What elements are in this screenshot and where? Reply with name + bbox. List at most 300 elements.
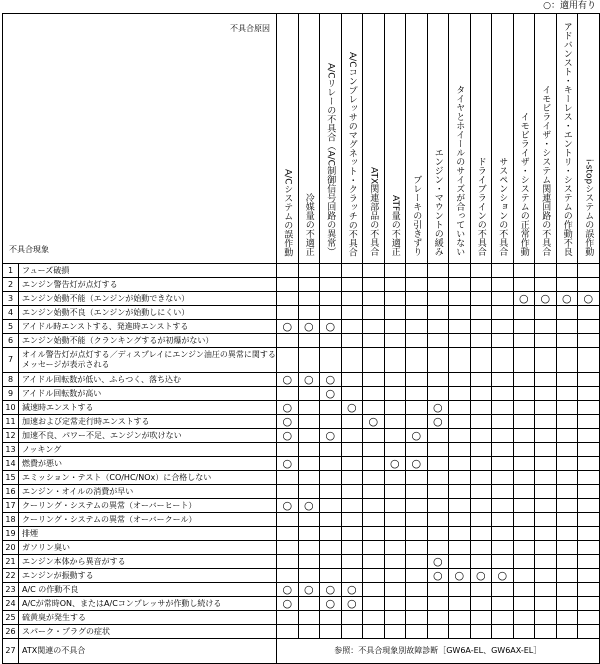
mark-cell <box>449 625 471 639</box>
mark-cell <box>535 373 557 387</box>
mark-cell <box>492 320 514 334</box>
table-row <box>3 415 600 429</box>
mark-cell <box>492 583 514 597</box>
mark-cell <box>492 387 514 401</box>
mark-cell <box>556 625 578 639</box>
mark-cell: ○ <box>363 415 385 429</box>
mark-cell <box>535 334 557 348</box>
mark-cell <box>513 527 535 541</box>
mark-cell <box>341 373 363 387</box>
cause-label: ATF量の不適正 <box>389 194 400 256</box>
cause-label: サスペンションの不具合 <box>497 157 508 256</box>
mark-cell <box>406 443 428 457</box>
mark-cell <box>470 597 492 611</box>
mark-cell <box>449 264 471 278</box>
mark-cell <box>449 457 471 471</box>
mark-cell: ○ <box>427 569 449 583</box>
mark-cell <box>406 611 428 625</box>
mark-cell <box>556 429 578 443</box>
symptom-cell: 燃費が悪い <box>19 457 277 471</box>
symptom-cell: スパーク・プラグの症状 <box>19 625 277 639</box>
mark-cell <box>363 583 385 597</box>
mark-cell <box>556 334 578 348</box>
mark-cell <box>556 555 578 569</box>
cause-column-header <box>363 14 385 264</box>
mark-cell <box>449 485 471 499</box>
mark-cell: ○ <box>320 320 342 334</box>
mark-cell <box>277 264 299 278</box>
mark-cell <box>470 264 492 278</box>
mark-cell <box>363 527 385 541</box>
mark-cell <box>556 527 578 541</box>
mark-cell <box>406 485 428 499</box>
mark-cell: ○ <box>277 415 299 429</box>
symptom-cell: エンジン始動不能（クランキングするが初爆がない） <box>19 334 277 348</box>
symptom-header-label: 不具合現象 <box>9 245 49 254</box>
mark-cell <box>363 320 385 334</box>
mark-cell <box>492 443 514 457</box>
row-number: 14 <box>3 457 19 471</box>
table-row <box>3 264 600 278</box>
mark-cell <box>384 527 406 541</box>
cause-label: タイヤとホイールのサイズが合っていない <box>454 85 465 256</box>
mark-cell <box>320 415 342 429</box>
mark-cell <box>298 555 320 569</box>
mark-cell <box>427 611 449 625</box>
mark-cell <box>363 513 385 527</box>
mark-cell <box>556 485 578 499</box>
mark-cell <box>363 485 385 499</box>
mark-cell <box>578 471 600 485</box>
mark-cell <box>427 264 449 278</box>
row-number: 20 <box>3 541 19 555</box>
mark-cell <box>363 306 385 320</box>
mark-cell: ○ <box>341 583 363 597</box>
mark-cell <box>320 306 342 320</box>
mark-cell <box>320 527 342 541</box>
mark-cell <box>470 527 492 541</box>
mark-cell <box>406 541 428 555</box>
mark-cell <box>341 387 363 401</box>
mark-cell <box>427 292 449 306</box>
mark-cell <box>578 334 600 348</box>
mark-cell <box>384 625 406 639</box>
mark-cell <box>556 569 578 583</box>
mark-cell <box>556 401 578 415</box>
mark-cell <box>363 541 385 555</box>
row-number: 3 <box>3 292 19 306</box>
mark-cell <box>513 429 535 443</box>
mark-cell <box>492 278 514 292</box>
cause-label: エンジン・マウントの緩み <box>432 148 443 256</box>
mark-cell <box>578 527 600 541</box>
table-row <box>3 499 600 513</box>
cause-column-header <box>384 14 406 264</box>
mark-cell <box>449 334 471 348</box>
mark-cell <box>578 541 600 555</box>
mark-cell <box>277 471 299 485</box>
mark-cell <box>406 278 428 292</box>
row-number: 26 <box>3 625 19 639</box>
mark-cell <box>578 499 600 513</box>
mark-cell <box>341 485 363 499</box>
mark-cell <box>341 457 363 471</box>
mark-cell <box>320 471 342 485</box>
table-row <box>3 625 600 639</box>
cause-label: ブレーキの引きずり <box>411 175 422 256</box>
mark-cell <box>578 597 600 611</box>
mark-cell <box>492 541 514 555</box>
table-row <box>3 429 600 443</box>
mark-cell <box>341 471 363 485</box>
mark-cell <box>384 443 406 457</box>
table-row <box>3 583 600 597</box>
mark-cell <box>513 583 535 597</box>
mark-cell <box>513 611 535 625</box>
cause-label: 冷媒量の不適正 <box>303 193 314 256</box>
mark-cell <box>492 597 514 611</box>
mark-cell <box>470 278 492 292</box>
mark-cell <box>492 499 514 513</box>
mark-cell <box>556 415 578 429</box>
cause-column-header <box>470 14 492 264</box>
mark-cell <box>492 401 514 415</box>
mark-cell <box>556 348 578 373</box>
mark-cell <box>341 625 363 639</box>
cause-label: イモビライザ・システムの正常作動 <box>518 112 529 256</box>
mark-cell <box>341 443 363 457</box>
row-number: 23 <box>3 583 19 597</box>
mark-cell <box>535 597 557 611</box>
mark-cell <box>384 611 406 625</box>
mark-cell <box>513 499 535 513</box>
row-number: 15 <box>3 471 19 485</box>
mark-cell: ○ <box>427 555 449 569</box>
mark-cell <box>384 320 406 334</box>
symptom-cell: クーリング・システムの異常（オーバークール） <box>19 513 277 527</box>
mark-cell <box>449 387 471 401</box>
cause-column-header <box>535 14 557 264</box>
row-number: 7 <box>3 348 19 373</box>
legend: ○：適用有り <box>543 1 596 11</box>
mark-cell <box>277 527 299 541</box>
mark-cell <box>320 401 342 415</box>
mark-cell <box>513 625 535 639</box>
mark-cell <box>341 264 363 278</box>
mark-cell: ○ <box>298 320 320 334</box>
symptom-cell: オイル警告灯が点灯する／ディスプレイにエンジン油圧の異常に関するメッセージが表示される <box>19 348 277 373</box>
mark-cell <box>556 541 578 555</box>
mark-cell <box>449 611 471 625</box>
mark-cell <box>427 306 449 320</box>
mark-cell <box>384 387 406 401</box>
mark-cell <box>341 569 363 583</box>
table-row <box>3 401 600 415</box>
table-row <box>3 555 600 569</box>
mark-cell <box>341 320 363 334</box>
mark-cell <box>578 387 600 401</box>
cause-column-header <box>556 14 578 264</box>
mark-cell: ○ <box>298 583 320 597</box>
mark-cell <box>341 499 363 513</box>
row-number: 25 <box>3 611 19 625</box>
mark-cell <box>277 443 299 457</box>
symptom-cell: 加速不良、パワー不足、エンジンが吹けない <box>19 429 277 443</box>
mark-cell <box>470 306 492 320</box>
mark-cell <box>556 583 578 597</box>
mark-cell <box>449 292 471 306</box>
mark-cell <box>470 541 492 555</box>
mark-cell <box>298 527 320 541</box>
mark-cell <box>449 583 471 597</box>
symptom-cell: エンジン本体から異音がする <box>19 555 277 569</box>
mark-cell <box>513 401 535 415</box>
mark-cell <box>492 415 514 429</box>
symptom-cell: エンジン始動不能（エンジンが始動できない） <box>19 292 277 306</box>
symptom-cell: クーリング・システムの異常（オーバーヒート） <box>19 499 277 513</box>
mark-cell <box>492 485 514 499</box>
table-row <box>3 334 600 348</box>
row-number: 17 <box>3 499 19 513</box>
mark-cell <box>578 320 600 334</box>
mark-cell <box>320 292 342 306</box>
mark-cell <box>492 611 514 625</box>
mark-cell <box>513 513 535 527</box>
mark-cell <box>470 334 492 348</box>
mark-cell <box>513 373 535 387</box>
mark-cell <box>556 611 578 625</box>
mark-cell: ○ <box>277 457 299 471</box>
mark-cell: ○ <box>320 583 342 597</box>
mark-cell <box>470 485 492 499</box>
mark-cell <box>578 457 600 471</box>
mark-cell <box>384 597 406 611</box>
mark-cell <box>427 429 449 443</box>
symptom-cell: A/C の作動不良 <box>19 583 277 597</box>
mark-cell: ○ <box>277 583 299 597</box>
mark-cell <box>384 292 406 306</box>
mark-cell <box>406 625 428 639</box>
mark-cell <box>578 348 600 373</box>
mark-cell <box>513 471 535 485</box>
mark-cell <box>341 278 363 292</box>
mark-cell <box>298 401 320 415</box>
row-number: 4 <box>3 306 19 320</box>
mark-cell <box>320 334 342 348</box>
mark-cell <box>556 471 578 485</box>
symptom-cell: 加速および定常走行時エンストする <box>19 415 277 429</box>
mark-cell <box>535 387 557 401</box>
row-number: 21 <box>3 555 19 569</box>
row-number: 12 <box>3 429 19 443</box>
mark-cell <box>384 264 406 278</box>
mark-cell <box>277 278 299 292</box>
table-row <box>3 373 600 387</box>
mark-cell <box>341 306 363 320</box>
mark-cell <box>578 569 600 583</box>
mark-cell <box>535 555 557 569</box>
mark-cell <box>320 499 342 513</box>
mark-cell <box>277 306 299 320</box>
mark-cell <box>427 443 449 457</box>
symptom-cell: 排煙 <box>19 527 277 541</box>
symptom-cell: エンジン警告灯が点灯する <box>19 278 277 292</box>
cause-header-label: 不具合原因 <box>230 24 270 33</box>
mark-cell <box>535 611 557 625</box>
mark-cell <box>513 334 535 348</box>
mark-cell <box>449 541 471 555</box>
symptom-cell: ATX関連の不具合 <box>19 639 277 664</box>
mark-cell <box>427 625 449 639</box>
mark-cell <box>449 401 471 415</box>
mark-cell <box>320 348 342 373</box>
mark-cell <box>427 499 449 513</box>
mark-cell <box>470 499 492 513</box>
row-number: 2 <box>3 278 19 292</box>
table-row <box>3 485 600 499</box>
mark-cell <box>363 457 385 471</box>
mark-cell <box>320 569 342 583</box>
cause-column-header <box>578 14 600 264</box>
symptom-cell: エミッション・テスト（CO/HC/NOx）に合格しない <box>19 471 277 485</box>
mark-cell <box>298 264 320 278</box>
mark-cell <box>384 401 406 415</box>
mark-cell <box>470 583 492 597</box>
mark-cell <box>363 443 385 457</box>
mark-cell <box>492 513 514 527</box>
table-row <box>3 597 600 611</box>
mark-cell <box>492 457 514 471</box>
mark-cell <box>449 513 471 527</box>
mark-cell <box>492 527 514 541</box>
row-number: 9 <box>3 387 19 401</box>
mark-cell <box>535 429 557 443</box>
mark-cell: ○ <box>427 401 449 415</box>
mark-cell <box>427 320 449 334</box>
mark-cell <box>513 555 535 569</box>
mark-cell <box>298 485 320 499</box>
mark-cell <box>513 278 535 292</box>
mark-cell <box>470 625 492 639</box>
cause-label: ドライブラインの不具合 <box>475 157 486 256</box>
mark-cell <box>277 569 299 583</box>
table-row <box>3 639 600 664</box>
mark-cell <box>363 348 385 373</box>
mark-cell <box>298 443 320 457</box>
mark-cell <box>320 555 342 569</box>
mark-cell <box>578 401 600 415</box>
mark-cell <box>513 264 535 278</box>
row-number: 5 <box>3 320 19 334</box>
row-number: 18 <box>3 513 19 527</box>
mark-cell: ○ <box>320 597 342 611</box>
mark-cell: ○ <box>513 292 535 306</box>
mark-cell <box>406 348 428 373</box>
mark-cell <box>406 555 428 569</box>
mark-cell <box>513 485 535 499</box>
row-number: 24 <box>3 597 19 611</box>
row-number: 1 <box>3 264 19 278</box>
symptom-cell: エンジン・オイルの消費が早い <box>19 485 277 499</box>
diagnosis-table <box>2 13 600 664</box>
mark-cell <box>535 583 557 597</box>
mark-cell <box>535 348 557 373</box>
cause-label: A/Cシステムの誤作動 <box>282 168 293 256</box>
mark-cell: ○ <box>320 387 342 401</box>
mark-cell <box>320 457 342 471</box>
mark-cell: ○ <box>277 499 299 513</box>
mark-cell <box>578 485 600 499</box>
mark-cell <box>449 348 471 373</box>
mark-cell <box>363 569 385 583</box>
symptom-cell: エンジン始動不良（エンジンが始動しにくい） <box>19 306 277 320</box>
mark-cell <box>427 583 449 597</box>
mark-cell <box>449 306 471 320</box>
mark-cell <box>298 278 320 292</box>
mark-cell: ○ <box>470 569 492 583</box>
mark-cell <box>384 471 406 485</box>
mark-cell <box>320 513 342 527</box>
mark-cell <box>470 373 492 387</box>
mark-cell <box>492 625 514 639</box>
mark-cell <box>427 334 449 348</box>
mark-cell <box>384 373 406 387</box>
mark-cell <box>470 471 492 485</box>
mark-cell <box>363 429 385 443</box>
mark-cell <box>449 429 471 443</box>
mark-cell <box>556 513 578 527</box>
mark-cell <box>277 611 299 625</box>
symptom-cell: 減速時エンストする <box>19 401 277 415</box>
mark-cell <box>298 457 320 471</box>
cause-column-header <box>406 14 428 264</box>
header-row <box>3 14 600 264</box>
mark-cell <box>470 387 492 401</box>
mark-cell <box>277 485 299 499</box>
cause-column-header <box>298 14 320 264</box>
mark-cell <box>578 583 600 597</box>
mark-cell <box>449 320 471 334</box>
mark-cell <box>320 611 342 625</box>
mark-cell <box>384 429 406 443</box>
mark-cell <box>406 401 428 415</box>
cause-label: アドバンスト・キーレス・エントリ・システムの作動不良 <box>561 22 572 256</box>
symptom-cell: エンジンが振動する <box>19 569 277 583</box>
mark-cell <box>406 264 428 278</box>
mark-cell <box>535 527 557 541</box>
mark-cell <box>492 292 514 306</box>
table-row <box>3 611 600 625</box>
mark-cell <box>406 387 428 401</box>
mark-cell <box>556 278 578 292</box>
mark-cell <box>320 485 342 499</box>
mark-cell <box>320 541 342 555</box>
mark-cell <box>470 415 492 429</box>
mark-cell <box>470 611 492 625</box>
reference-note: 参照：不具合現象別故障診断［GW6A-EL、GW6AX-EL］ <box>277 639 600 664</box>
symptom-cell: フューズ破損 <box>19 264 277 278</box>
mark-cell <box>406 513 428 527</box>
row-number: 27 <box>3 639 19 664</box>
mark-cell <box>406 334 428 348</box>
mark-cell <box>406 499 428 513</box>
symptom-cell: 硫黄臭が発生する <box>19 611 277 625</box>
mark-cell <box>427 471 449 485</box>
mark-cell <box>578 278 600 292</box>
table-row <box>3 471 600 485</box>
mark-cell <box>298 513 320 527</box>
mark-cell <box>449 373 471 387</box>
